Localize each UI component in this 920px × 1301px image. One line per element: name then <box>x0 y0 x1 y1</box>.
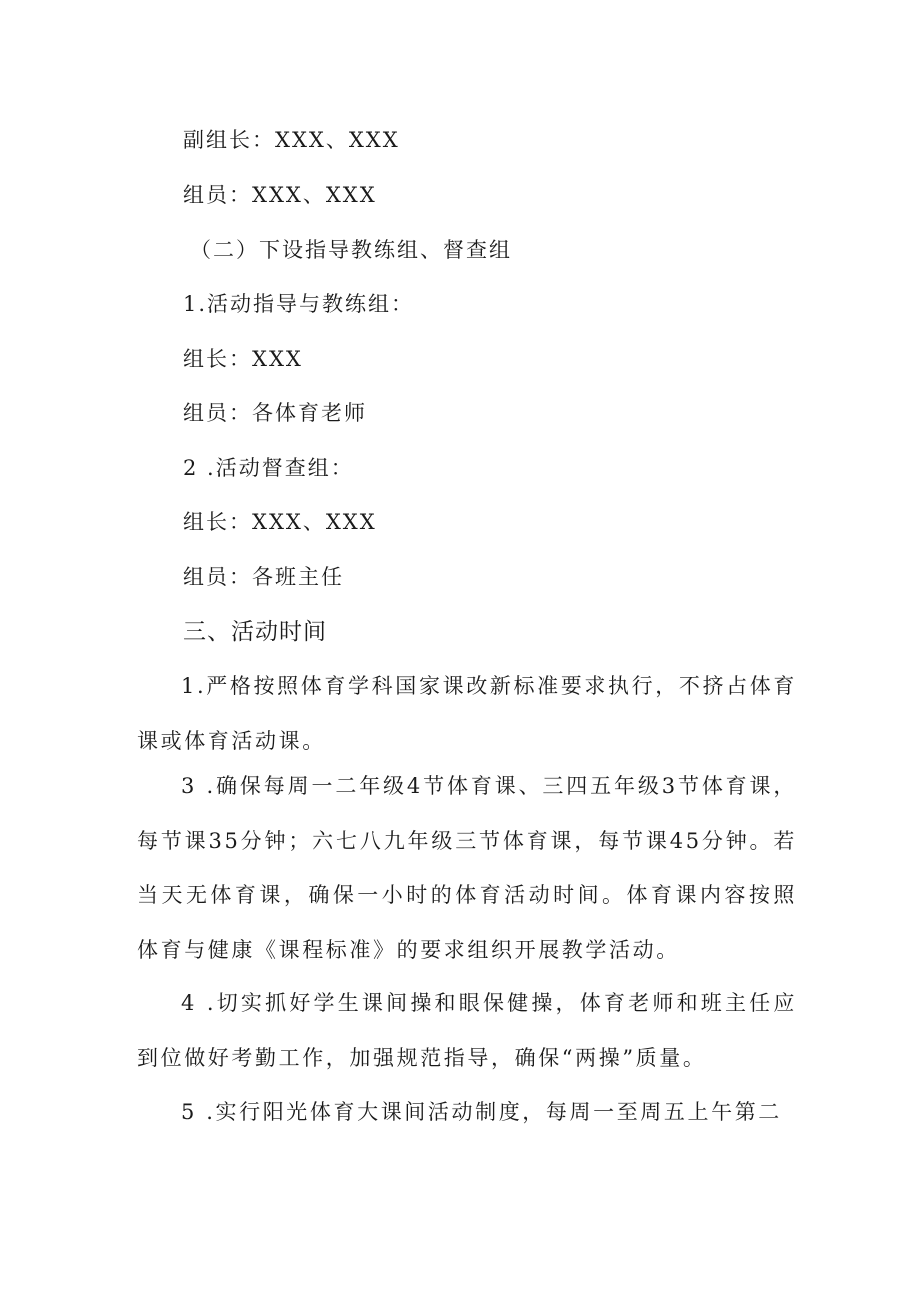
deputy-leader-line: 副组长：XXX、XXX <box>183 128 400 152</box>
supervision-group-title: 2 .活动督查组： <box>183 456 354 480</box>
paragraph-3: 3 .确保每周一二年级4节体育课、三四五年级3节体育课，每节课35分钟；六七八九年级三节体育课，每节课45分钟。若当天无体育课，确保一小时的体育活动时间。体育课内容按照体育与健康《课程标准》的要求组织开展教学活动。 <box>137 774 797 962</box>
subsection-heading: （二）下设指导教练组、督查组 <box>190 238 512 262</box>
coaching-group-leader: 组长：XXX <box>183 347 303 371</box>
supervision-group-members: 组员：各班主任 <box>183 565 344 589</box>
members-line: 组员：XXX、XXX <box>183 183 377 207</box>
section-heading: 三、活动时间 <box>183 619 327 645</box>
coaching-group-members: 组员：各体育老师 <box>183 401 367 425</box>
supervision-group-leader: 组长：XXX、XXX <box>183 510 377 534</box>
coaching-group-title: 1.活动指导与教练组： <box>183 292 415 316</box>
paragraph-1: 1.严格按照体育学科国家课改新标准要求执行，不挤占体育课或体育活动课。 <box>137 674 797 753</box>
paragraph-4: 4 .切实抓好学生课间操和眼保健操，体育老师和班主任应到位做好考勤工作，加强规范指导，确保“两操”质量。 <box>137 991 797 1070</box>
paragraph-5: 5 .实行阳光体育大课间活动制度，每周一至周五上午第二 <box>181 1100 782 1124</box>
